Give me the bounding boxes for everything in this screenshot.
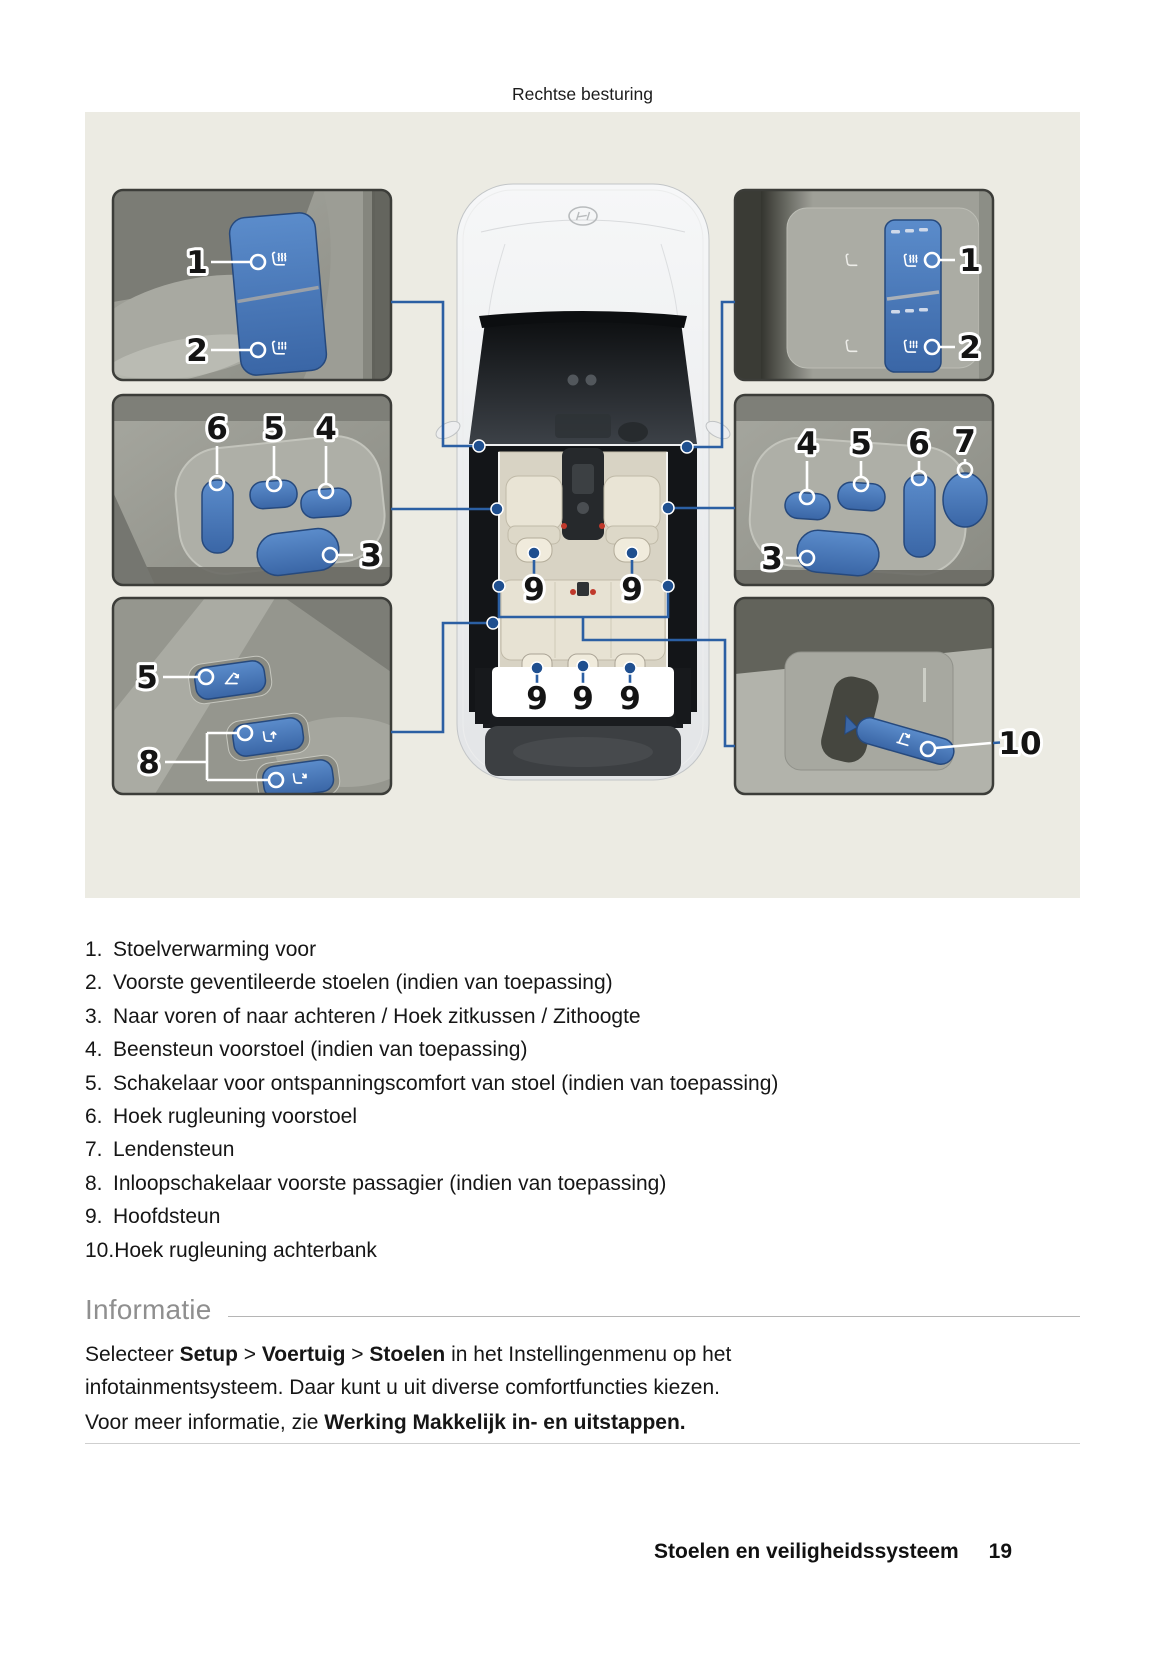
info-line: Voor meer informatie, zie Werking Makkelijk in- en uitstappen.: [85, 1411, 686, 1434]
callout-label-10: 10: [998, 726, 1042, 762]
list-item: 3. Naar voren of naar achteren / Hoek zitkussen / Zithoogte: [85, 1004, 641, 1028]
info-line: Selecteer Setup > Voertuig > Stoelen in het Instellingenmenu op het: [85, 1343, 732, 1366]
callout-label-6: 6: [206, 411, 228, 447]
info-line: infotainmentsysteem. Daar kunt u uit diverse comfortfuncties kiezen.: [85, 1376, 720, 1399]
photo-panel-mid-left: [113, 395, 391, 585]
legrest-switch-r: [784, 491, 831, 520]
list-item: 1. Stoelverwarming voor: [85, 938, 317, 961]
list-item: 2. Voorste geventileerde stoelen (indien van toepassing): [85, 971, 613, 995]
page-title: Rechtse besturing: [511, 84, 654, 104]
photo-panel-top-left: [85, 190, 391, 397]
info-heading: Informatie: [85, 1294, 212, 1325]
footer-page-number: 19: [988, 1540, 1012, 1563]
callout-label-8: 8: [138, 745, 160, 781]
callout-label-5: 5: [263, 411, 285, 447]
headrest-label: 9: [572, 681, 594, 717]
callout-label-2: 2: [186, 333, 208, 369]
photo-panel-top-right: [735, 190, 993, 380]
relax-switch: [249, 479, 298, 509]
callout-label-2r: 2: [959, 330, 981, 366]
seatback-angle-switch-r: [904, 475, 935, 557]
headrest-label: 9: [619, 681, 641, 717]
page-footer: [85, 1540, 1012, 1564]
photo-panel-bottom-right: [735, 598, 993, 794]
list-item: 9. Hoofdsteun: [85, 1205, 221, 1229]
photo-panel-mid-right: [735, 395, 993, 585]
callout-label-7: 7: [954, 424, 976, 460]
list-item: 8. Inloopschakelaar voorste passagier (indien van toepassing): [85, 1171, 667, 1195]
list-item: 5. Schakelaar voor ontspanningscomfort van stoel (indien van toepassing): [85, 1071, 779, 1095]
relax-switch-r: [837, 481, 886, 511]
callout-label-4r: 4: [796, 426, 818, 462]
callout-label-6r: 6: [908, 426, 930, 462]
callout-label-3: 3: [360, 538, 382, 574]
legrest-switch: [300, 487, 352, 518]
headrest-label: 9: [526, 681, 548, 717]
heading-rule: [228, 1316, 1081, 1317]
callout-label-5r: 5: [850, 426, 872, 462]
seat-controls-diagram: [85, 112, 1080, 898]
list-item: 7. Lendensteun: [85, 1138, 235, 1162]
callout-label-5b: 5: [136, 660, 158, 696]
callout-label-1r: 1: [959, 243, 981, 279]
callout-label-1: 1: [186, 245, 208, 281]
info-section-header: [85, 1294, 1080, 1326]
footer-section-title: Stoelen en veiligheidssysteem: [654, 1540, 959, 1563]
list-item: 10. Hoek rugleuning achterbank: [85, 1238, 377, 1262]
legend-list: [85, 933, 1080, 1267]
seat-slide-switch-r: [795, 529, 880, 578]
list-item: 6. Hoek rugleuning voorstoel: [85, 1105, 357, 1129]
list-item: 4. Beensteun voorstoel (indien van toepassing): [85, 1038, 528, 1062]
callout-label-3r: 3: [761, 541, 783, 577]
photo-panel-bottom-left: [113, 598, 415, 805]
headrest-label: 9: [523, 572, 545, 608]
section-divider: [85, 1443, 1080, 1444]
info-text: [85, 1338, 1080, 1439]
headrest-label: 9: [621, 572, 643, 608]
lumbar-knob: [943, 473, 987, 527]
callout-label-4: 4: [315, 411, 337, 447]
